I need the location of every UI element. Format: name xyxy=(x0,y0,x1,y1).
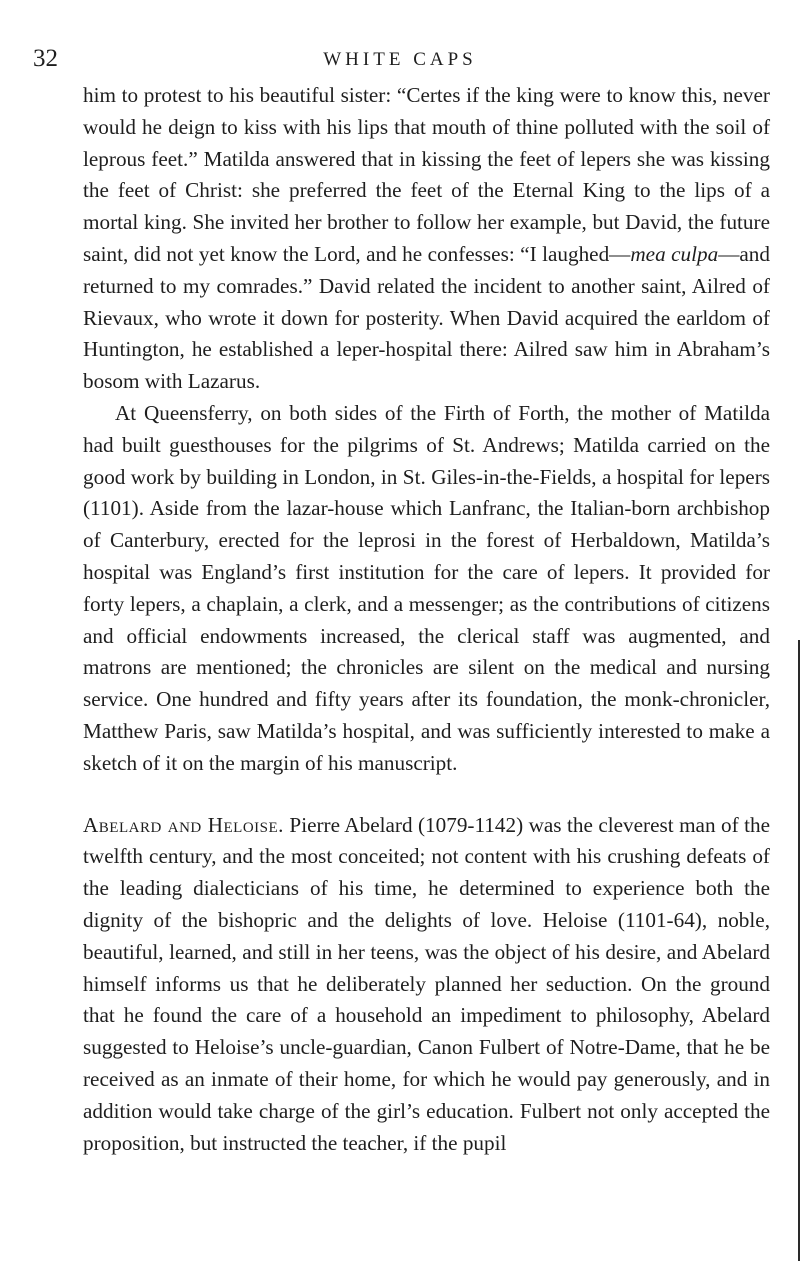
paragraph-text-end: —and returned to my comrades.” David related the incident to another saint, Ailred of Rievaux, who wrote it down for posterity. When David acquired the earldom of Huntington, he established a leper-hospital there: Ailred saw him in Abraham’s bosom with Lazarus. xyxy=(83,241,770,394)
section-heading: Abelard and Heloise. xyxy=(83,812,284,837)
latin-phrase: mea culpa xyxy=(630,241,719,266)
page-number: 32 xyxy=(33,45,58,72)
running-title: WHITE CAPS xyxy=(323,49,477,70)
paragraph-text: him to protest to his beautiful sister: “Certes if the king were to know this, never would he deign to kiss with his lips that mouth of thine polluted with the soil of leprous feet.” Matilda answered that in kissing the feet of lepers she was kissing the feet of Christ: she preferred the feet of the Eternal King to the lips of a mortal king. She invited her brother to follow her example, but David, the future saint, did not yet know the Lord, and he confesses: “I laughed— xyxy=(83,83,770,266)
paragraph-abelard-heloise xyxy=(83,810,770,1160)
paragraph-leper-hospital: At Queensferry, on both sides of the Firth of Forth, the mother of Matilda had built guesthouses for the pilgrims of St. Andrews; Matilda carried on the good work by building in London, in St. Giles-in-the-Fields, a hospital for lepers (1101). Aside from the lazar-house which Lanfranc, the Italian-born archbishop of Canterbury, erected for the leprosi in the forest of Herbaldown, Matilda’s hospital was England’s first institution for the care of lepers. It provided for forty lepers, a chaplain, a clerk, and a messenger; as the contributions of citizens and official endowments increased, the clerical staff was augmented, and matrons are mentioned; the chronicles are silent on the medical and nursing service. One hundred and fifty years after its foundation, the monk-chronicler, Matthew Paris, saw Matilda’s hospital, and was sufficiently interested to make a sketch of it on the margin of his manuscript. xyxy=(83,400,770,775)
paragraph-david-matilda xyxy=(83,80,770,398)
body-text xyxy=(83,80,770,1159)
paragraph-text: Pierre Abelard (1079-1142) was the cleverest man of the twelfth century, and the most conceited; not content with his crushing defeats of the leading dialecticians of his time, he determined to experience both the dignity of the bishopric and the delights of love. Heloise (1101-64), noble, beautiful, learned, and still in her teens, was the object of his desire, and Abelard himself informs us that he deliberately planned her seduction. On the ground that he found the care of a household an impediment to philosophy, Abelard suggested to Heloise’s uncle-guardian, Canon Fulbert of Notre-Dame, that he be received as an inmate of their home, for which he would pay generously, and in addition would take charge of the girl’s education. Fulbert not only accepted the proposition, but instructed the teacher, if the pupil xyxy=(83,812,770,1155)
page-header xyxy=(0,38,800,78)
